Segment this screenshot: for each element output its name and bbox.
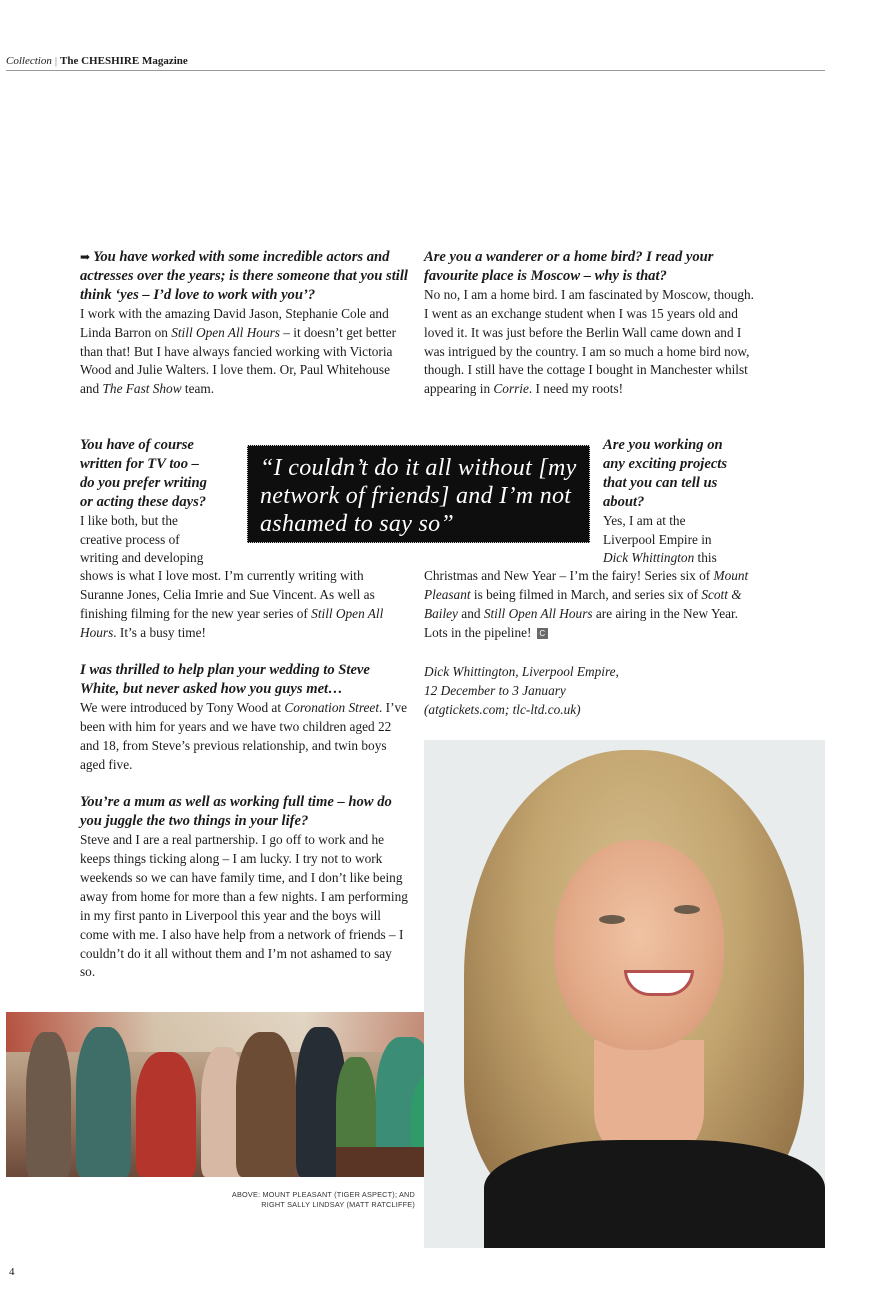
right-column-block-1 — [424, 248, 754, 399]
answer-3: We were introduced by Tony Wood at Coronation Street. I’ve been with him for years and we have two children aged 22 and 18, from Steve’s previous relationship, and twin boys aged five. — [80, 699, 408, 772]
page-number: 4 — [9, 1266, 15, 1278]
photo-figure — [76, 1027, 131, 1177]
section-label: Collection — [6, 55, 52, 67]
question-1-text: You have worked with some incredible actors and actresses over the years; is there someone that you still think ‘yes – I’d love to work with you’? — [80, 249, 408, 303]
photo-figure — [136, 1052, 196, 1177]
answer-4: Steve and I are a real partnership. I go off to work and he keeps things ticking along – I am lucky. I try not to work weekends so we can have family time, and I don’t like being away from home for more than a few nights. I am performing in my first panto in Liverpool this year and the boys will come with me. I also have help from a network of friends – I couldn’t do it all without them and I’m not ashamed to say so. — [80, 832, 408, 980]
arrow-right-icon: ➡ — [80, 250, 91, 264]
answer-6-rest: Christmas and New Year – I’m the fairy! Series six of Mount Pleasant is being filmed in March, and series six of Scott & Bailey and Still Open All Hours are airing in the New Year. Lots in the pipeline! C — [424, 568, 749, 640]
right-column-block-2-wide — [424, 567, 754, 643]
portrait-eye — [674, 905, 700, 914]
event-dates: 12 December to 3 January — [424, 682, 566, 698]
question-3: I was thrilled to help plan your wedding to Steve White, but never asked how you guys met… — [80, 662, 370, 697]
answer-6-start: Yes, I am at the Liverpool Empire in Dick Whittington this — [603, 512, 717, 566]
photo-caption — [225, 1190, 415, 1210]
left-column-block-3 — [80, 661, 410, 982]
event-info — [424, 663, 754, 720]
answer-2-start: I like both, but the creative process of writing and developing — [80, 512, 204, 566]
portrait-face — [554, 840, 724, 1050]
right-column-block-2-narrow — [603, 436, 763, 568]
question-4: You’re a mum as well as working full time – how do you juggle the two things in your life? — [80, 794, 392, 830]
header-separator: | — [54, 55, 58, 67]
photo-figure — [26, 1032, 71, 1177]
question-2: You have of course written for TV too – do you prefer writing or acting these days? — [80, 437, 207, 510]
event-title: Dick Whittington, Liverpool Empire, — [424, 664, 619, 679]
pull-quote: “I couldn’t do it all without [my network of friends] and I’m not ashamed to say so” — [247, 445, 590, 543]
question-5: Are you a wanderer or a home bird? I read your favourite place is Moscow – why is that? — [424, 249, 714, 284]
show-title: The Fast Show — [102, 381, 182, 397]
page-header — [6, 54, 825, 71]
show-title: Still Open All Hours — [171, 324, 280, 340]
answer-1: I work with the amazing David Jason, Stephanie Cole and Linda Barron on Still Open All Hours – it doesn’t get better than that! But I have always fancied working with Victoria Wood and Julie Walters. I love them. Or, Paul Whitehouse and The Fast Show team. — [80, 305, 397, 397]
left-column-block-1 — [80, 248, 410, 399]
caption-line-2: RIGHT SALLY LINDSAY (MATT RATCLIFFE) — [261, 1200, 415, 1209]
answer-5: No no, I am a home bird. I am fascinated by Moscow, though. I went as an exchange student when I was 15 years old and loved it. It was just before the Berlin Wall came down and I was intrigued by the country. I am so much a home bird now, though. I still have the cottage I bought in Manchester whilst appearing in Corrie. I need my roots! — [424, 286, 755, 397]
end-mark-icon: C — [537, 628, 548, 639]
magazine-title: The CHESHIRE Magazine — [60, 55, 188, 67]
left-column-block-2-narrow — [80, 436, 250, 568]
portrait-photo — [424, 740, 825, 1248]
question-1 — [80, 248, 410, 305]
event-links: (atgtickets.com; tlc-ltd.co.uk) — [424, 701, 581, 717]
caption-line-1: ABOVE: MOUNT PLEASANT (TIGER ASPECT); AND — [231, 1190, 415, 1199]
portrait-clothing — [484, 1140, 825, 1248]
question-6: Are you working on any exciting projects that you can tell us about? — [603, 437, 728, 510]
answer-2-rest: shows is what I love most. I’m currently writing with Suranne Jones, Celia Imrie and Sue Vincent. As well as finishing filming for the new year series of Still Open All Hours. It’s a busy time! — [80, 568, 384, 640]
photo-figure — [236, 1032, 296, 1177]
left-column-block-2-wide — [80, 567, 410, 643]
portrait-eye — [599, 915, 625, 924]
